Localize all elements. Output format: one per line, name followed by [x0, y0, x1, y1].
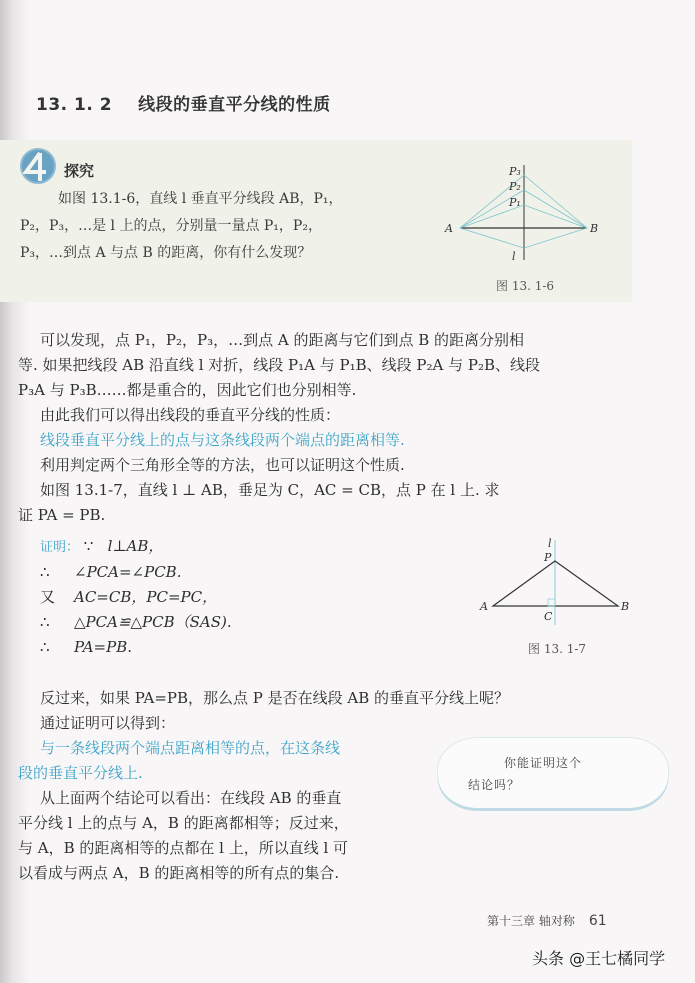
text-line: 由此我们可以得出线段的垂直平分线的性质： [40, 406, 341, 424]
text-line: P₃A 与 P₃B……都是重合的，因此它们也分别相等. [18, 381, 357, 399]
text-line: 平分线 l 上的点与 A，B 的距离都相等；反过来， [18, 814, 349, 832]
explore-badge-icon [20, 148, 56, 184]
text-line: 从上面两个结论可以看出：在线段 AB 的垂直 [40, 789, 342, 807]
proof-symbol: ∴ [40, 638, 50, 656]
page-number: 61 [588, 913, 607, 929]
text-line: 如图 13.1-7，直线 l ⊥ AB，垂足为 C，AC = CB，点 P 在 l 上. 求 [40, 481, 500, 499]
figure-13-1-6 [440, 160, 610, 270]
fig6-label-b: B [590, 222, 599, 235]
section-heading [36, 90, 331, 115]
chapter-title: 第十三章 轴对称 [487, 914, 575, 928]
text-line: 利用判定两个三角形全等的方法，也可以证明这个性质. [40, 456, 405, 474]
text-line: 可以发现，点 P₁，P₂，P₃，…到点 A 的距离与它们到点 B 的距离分别相 [40, 331, 525, 349]
proof-text: ∠PCA=∠PCB. [74, 563, 182, 581]
proof-text: PA=PB. [74, 638, 133, 656]
fig6-label-a: A [445, 222, 453, 235]
proof-line [40, 635, 232, 660]
property-statement: 线段垂直平分线上的点与这条线段两个端点的距离相等. [40, 431, 405, 449]
cloud-line: 你能证明这个 [504, 756, 583, 770]
thought-cloud-text [468, 752, 638, 796]
text-line: 通过证明可以得到： [40, 714, 176, 732]
text-line: 与 A，B 的距离相等的点都在 l 上，所以直线 l 可 [18, 839, 349, 857]
figure-13-1-7-caption: 图 13. 1-7 [528, 642, 587, 656]
fig6-label-p3: P₃ [509, 165, 521, 178]
proof-text: l⊥AB， [107, 537, 164, 555]
proof-line [40, 585, 232, 610]
fig6-label-p1: P₁ [509, 196, 521, 209]
explore-line: P₂，P₃，…是 l 上的点，分别量一量点 P₁，P₂， [20, 218, 322, 234]
page-footer [487, 912, 607, 929]
proof-symbol: ∴ [40, 563, 50, 581]
proof-symbol: 又 [40, 588, 56, 606]
explore-text [20, 186, 420, 267]
theorem-line: 段的垂直平分线上. [18, 764, 143, 782]
text-line: 以看成与两点 A，B 的距离相等的所有点的集合. [18, 864, 340, 882]
proof-line [40, 534, 232, 560]
watermark: 头条 @王七橘同学 [532, 949, 666, 968]
fig7-label-b: B [621, 600, 630, 613]
fig7-label-a: A [480, 600, 488, 613]
proof-text: AC=CB，PC=PC， [74, 588, 218, 606]
proof-line [40, 560, 232, 585]
theorem-line: 与一条线段两个端点距离相等的点，在这条线 [40, 739, 341, 757]
proof-text: △PCA≌△PCB（SAS). [74, 613, 232, 631]
fig7-label-c: C [544, 610, 553, 623]
proof-line [40, 610, 232, 635]
proof-label: 证明： [40, 540, 80, 555]
fig7-label-p: P [544, 551, 552, 564]
figure-13-1-7 [478, 535, 638, 625]
explore-line: 如图 13.1-6，直线 l 垂直平分线段 AB，P₁， [58, 191, 343, 207]
text-line: 反过来，如果 PA=PB，那么点 P 是否在线段 AB 的垂直平分线上呢？ [40, 689, 510, 707]
section-title: 线段的垂直平分线的性质 [138, 95, 331, 115]
explore-line: P₃，…到点 A 与点 B 的距离，你有什么发现？ [20, 245, 312, 261]
text-line: 证 PA = PB. [18, 506, 106, 524]
proof-block [40, 534, 232, 660]
section-number: 13. 1. 2 [36, 95, 113, 115]
fig6-label-p2: P₂ [509, 180, 521, 193]
fig7-label-l: l [548, 537, 552, 550]
fig6-label-l: l [512, 250, 516, 263]
paragraph-discovery [18, 328, 658, 528]
figure-13-1-6-caption: 图 13. 1-6 [496, 279, 555, 293]
proof-symbol: ∵ [83, 537, 94, 555]
cloud-line: 结论吗？ [468, 778, 521, 792]
proof-symbol: ∴ [40, 613, 50, 631]
text-line: 等. 如果把线段 AB 沿直线 l 对折，线段 P₁A 与 P₁B、线段 P₂A 与 P₂B、线段 [18, 356, 541, 374]
explore-title: 探究 [64, 162, 95, 180]
